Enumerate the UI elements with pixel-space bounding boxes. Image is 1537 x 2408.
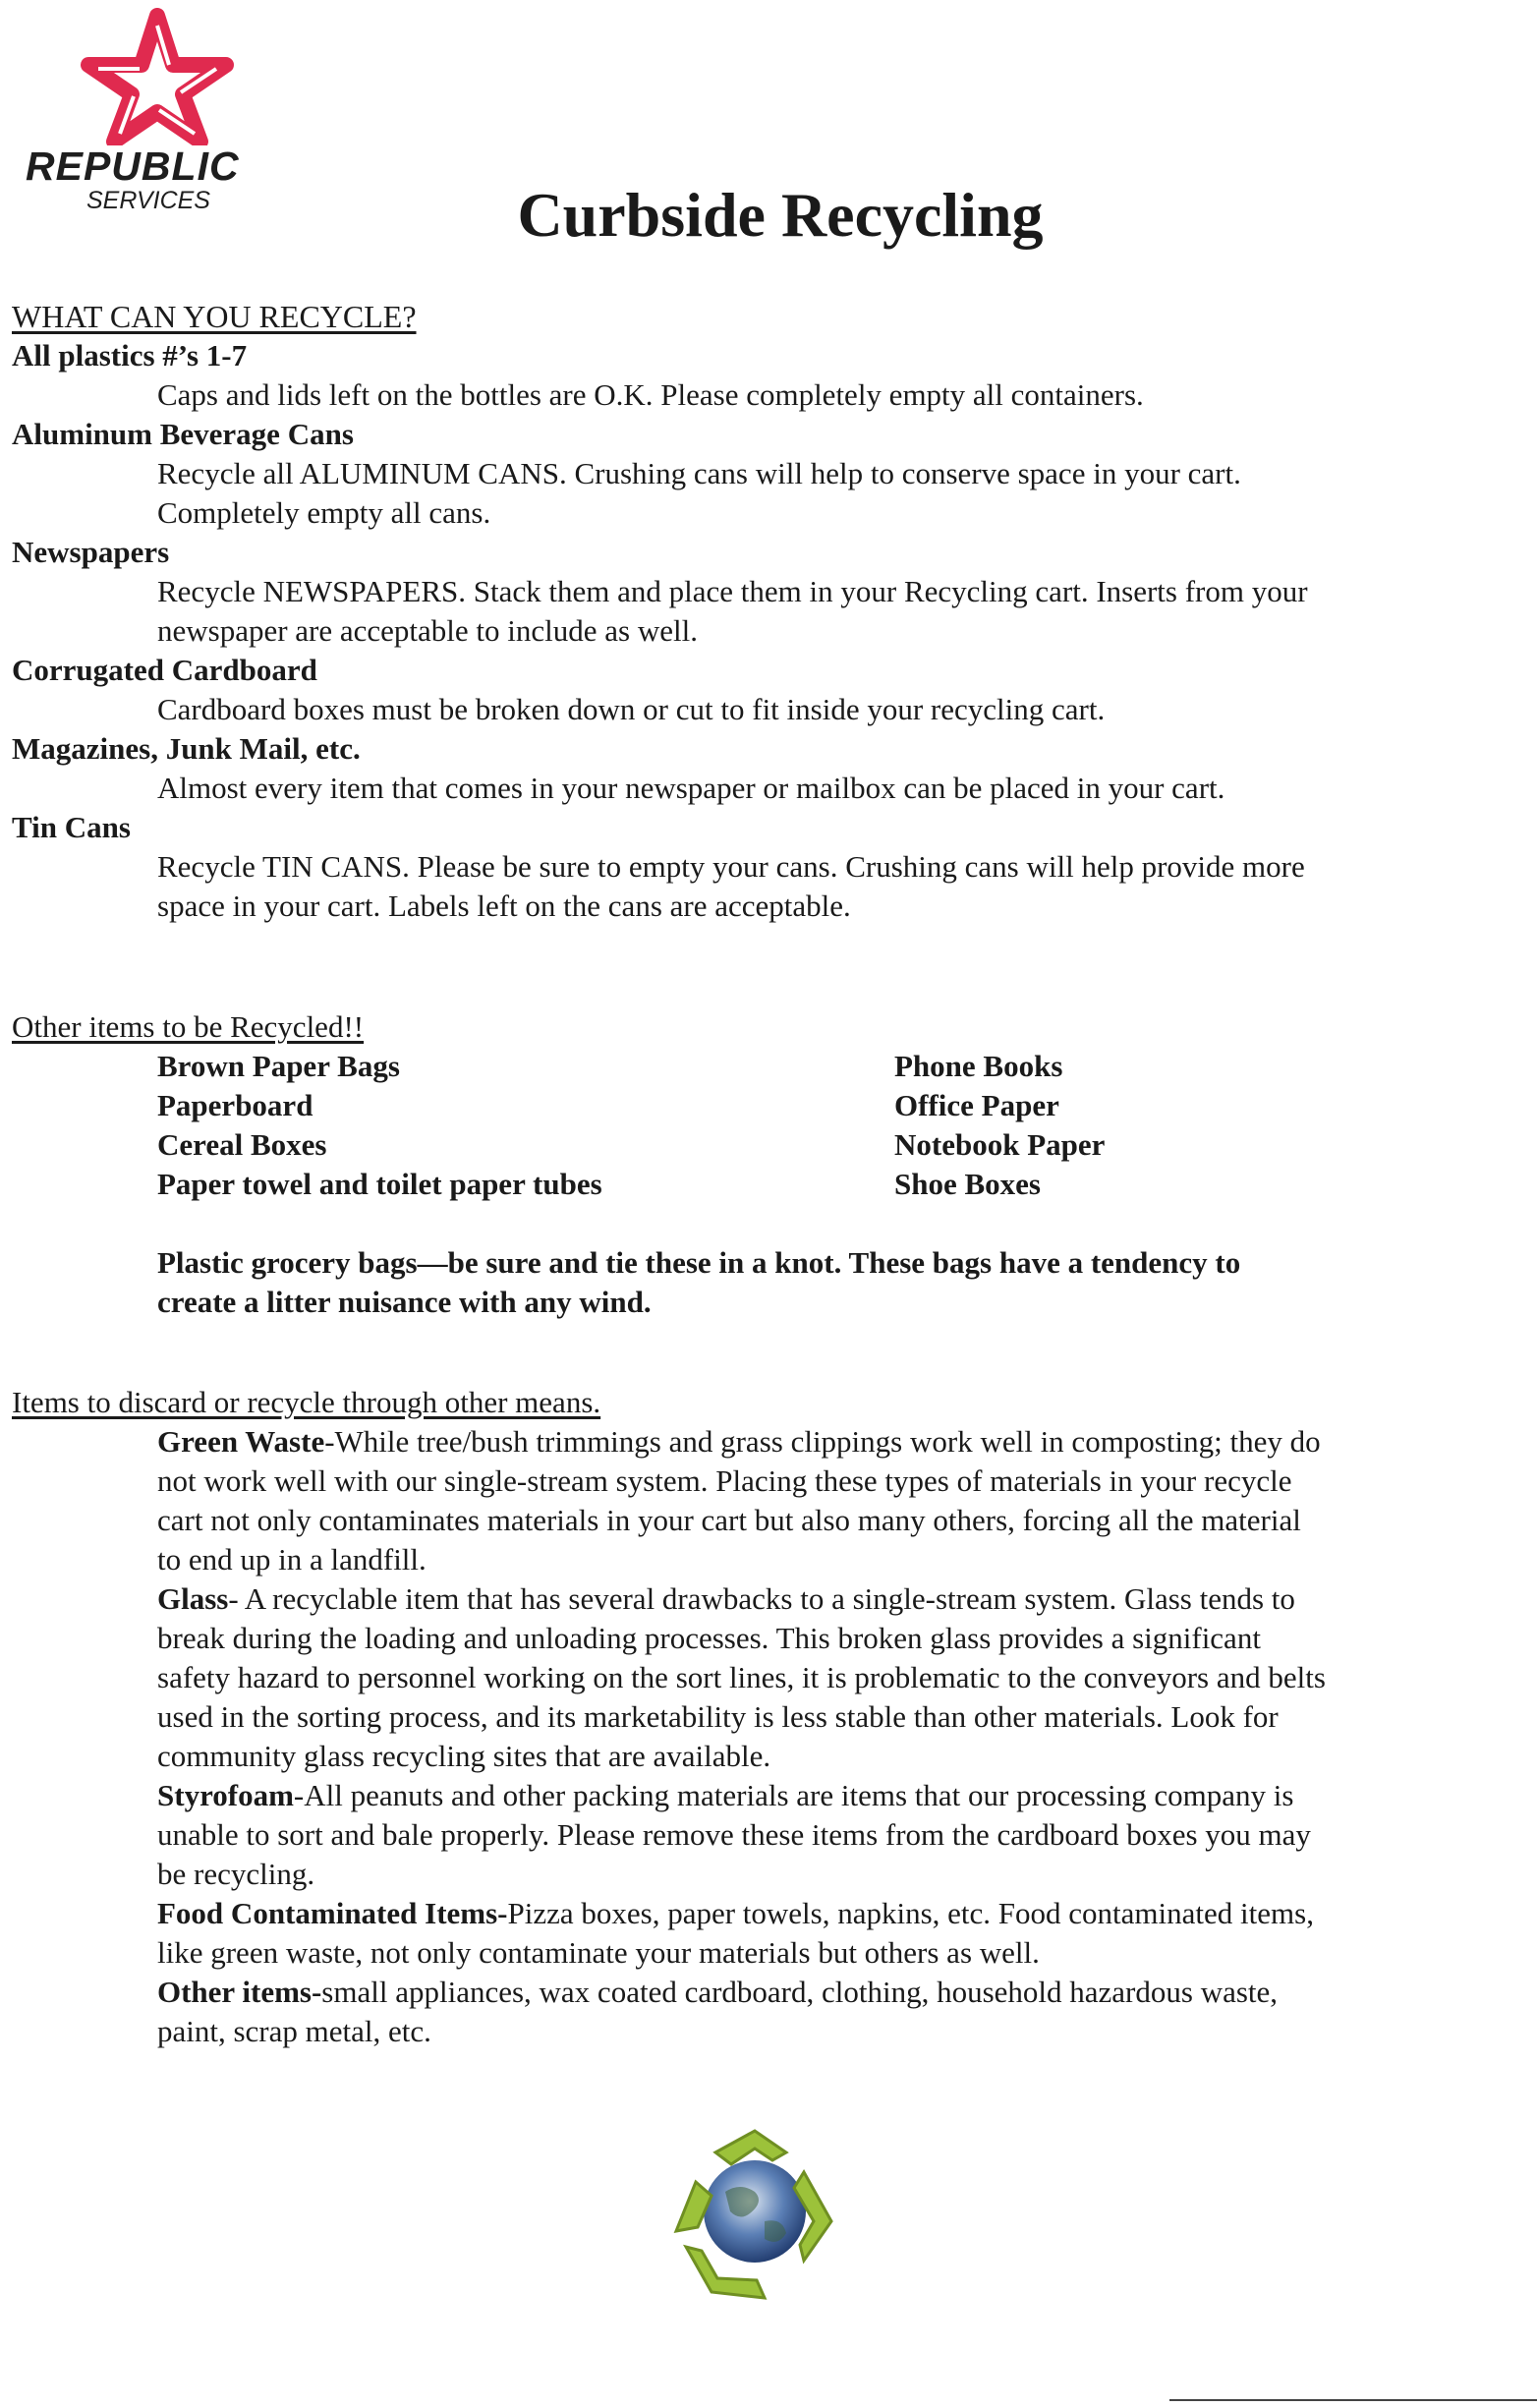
logo-sub-text: SERVICES	[86, 187, 210, 214]
section-heading-other-items: Other items to be Recycled!!	[12, 1009, 365, 1044]
other-items-left-column	[157, 1047, 894, 1204]
item-heading: Tin Cans	[12, 810, 131, 844]
recycle-item	[12, 651, 1515, 729]
item-heading: Magazines, Junk Mail, etc.	[12, 731, 361, 766]
item-description: Recycle all ALUMINUM CANS. Crushing cans will help to conserve space in your cart. Completely empty all cans.	[157, 456, 1241, 530]
recycle-item	[12, 533, 1515, 651]
discard-term: Other items-	[157, 1975, 322, 2009]
discard-item: Glass- A recyclable item that has several drawbacks to a single-stream system. Glass tends to break during the loading and unloading processes. This broken glass provides a significant safety hazard to personnel working on the sort lines, it is problematic to the conveyors and belts used in the sorting process, and its marketability is less stable than other materials. Look for community glass recycling sites that are available.	[157, 1581, 1326, 1773]
discard-items-list	[12, 1422, 1515, 2051]
list-item: Paper towel and toilet paper tubes	[157, 1167, 602, 1201]
recycle-item	[12, 415, 1515, 533]
recycle-item	[12, 336, 1515, 415]
item-description: Caps and lids left on the bottles are O.K. Please completely empty all containers.	[157, 377, 1144, 412]
republic-star-logo-icon	[79, 8, 236, 145]
discard-item: Other items-small appliances, wax coated cardboard, clothing, household hazardous waste, paint, scrap metal, etc.	[157, 1975, 1279, 2048]
section-heading-items-to-discard: Items to discard or recycle through other means.	[12, 1385, 601, 1419]
other-items-right-column	[894, 1047, 1484, 1204]
page-title: Curbside Recycling	[517, 180, 1044, 250]
discard-term: Styrofoam	[157, 1778, 294, 1812]
document-body	[12, 297, 1515, 2051]
discard-term: Green Waste	[157, 1424, 325, 1459]
discard-term: Glass	[157, 1581, 229, 1616]
discard-item: Food Contaminated Items-Pizza boxes, paper towels, napkins, etc. Food contaminated items, like green waste, not only contaminate your materials but others as well.	[157, 1896, 1314, 1970]
discard-item: Styrofoam-All peanuts and other packing materials are items that our processing company is unable to sort and bale properly. Please remove these items from the cardboard boxes you may be recycling.	[157, 1778, 1311, 1891]
discard-term: Food Contaminated Items-	[157, 1896, 508, 1930]
item-description: Recycle NEWSPAPERS. Stack them and place them in your Recycling cart. Inserts from your newspaper are acceptable to include as well.	[157, 574, 1308, 648]
list-item: Cereal Boxes	[157, 1127, 327, 1162]
item-heading: All plastics #’s 1-7	[12, 338, 248, 373]
item-heading: Aluminum Beverage Cans	[12, 417, 354, 451]
page-corner-rule	[1169, 2399, 1537, 2401]
list-item: Paperboard	[157, 1088, 313, 1122]
section-heading-what-can-you-recycle: WHAT CAN YOU RECYCLE?	[12, 299, 417, 334]
item-heading: Newspapers	[12, 535, 170, 569]
list-item: Brown Paper Bags	[157, 1049, 400, 1083]
logo-brand-text: REPUBLIC	[26, 143, 240, 189]
other-items-columns	[12, 1047, 1515, 1204]
item-description: Recycle TIN CANS. Please be sure to empty your cans. Crushing cans will help provide more space in your cart. Labels left on the cans are acceptable.	[157, 849, 1305, 923]
discard-item: Green Waste-While tree/bush trimmings and grass clippings work well in composting; they do not work well with our single-stream system. Placing these types of materials in your recycle cart not only contaminates materials in your cart but also many others, forcing all the material to end up in a landfill.	[157, 1424, 1321, 1577]
list-item: Phone Books	[894, 1049, 1063, 1083]
list-item: Shoe Boxes	[894, 1167, 1041, 1201]
recycle-globe-icon	[656, 2113, 853, 2310]
item-heading: Corrugated Cardboard	[12, 653, 317, 687]
recycle-item	[12, 808, 1515, 926]
recycle-item	[12, 729, 1515, 808]
item-description: Cardboard boxes must be broken down or cut to fit inside your recycling cart.	[157, 692, 1106, 726]
list-item: Notebook Paper	[894, 1127, 1106, 1162]
list-item: Office Paper	[894, 1088, 1059, 1122]
plastic-bags-note: Plastic grocery bags—be sure and tie these in a knot. These bags have a tendency to create a litter nuisance with any wind.	[157, 1245, 1241, 1319]
item-description: Almost every item that comes in your newspaper or mailbox can be placed in your cart.	[157, 771, 1225, 805]
